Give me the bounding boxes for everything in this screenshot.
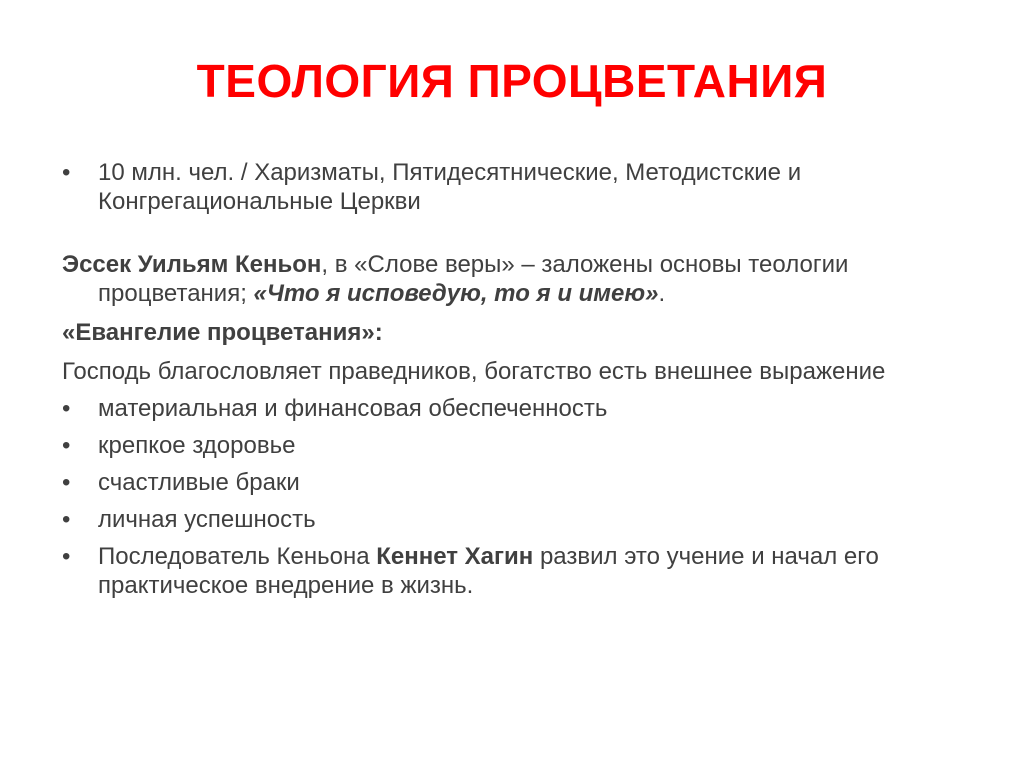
list-item <box>62 468 952 497</box>
list-item-text: счастливые браки <box>98 469 300 496</box>
hagin-pre: Последователь Кеньона <box>98 543 377 570</box>
slide-title: ТЕОЛОГИЯ ПРОЦВЕТАНИЯ <box>196 55 828 107</box>
bullet-icon: • <box>62 432 71 459</box>
list-item <box>62 394 952 423</box>
gospel-heading: «Евангелие процветания»: <box>62 319 383 346</box>
kenyon-paragraph <box>62 250 952 308</box>
hagin-post: развил это учение и начал его практическое внедрение в жизнь. <box>98 543 879 599</box>
hagin-name: Кеннет Хагин <box>376 543 534 570</box>
bullet-hagin <box>62 542 952 600</box>
list-item <box>62 431 952 460</box>
bullet-icon: • <box>62 395 71 422</box>
kenyon-text: , в «Слове веры» – заложены основы теологии процветания; <box>98 251 849 307</box>
list-item-text: крепкое здоровье <box>98 432 296 459</box>
list-item <box>62 505 952 534</box>
bullet-icon: • <box>62 543 71 570</box>
kenyon-end: . <box>658 280 666 307</box>
bullet-stats <box>62 158 952 216</box>
kenyon-name: Эссек Уильям Кеньон <box>62 251 322 278</box>
list-item-text: личная успешность <box>98 506 316 533</box>
bullet-icon: • <box>62 469 71 496</box>
slide-content <box>62 158 952 600</box>
lord-blesses-paragraph: Господь благословляет праведников, богатство есть внешнее выражение <box>62 358 886 385</box>
list-item-text: материальная и финансовая обеспеченность <box>98 395 608 422</box>
stats-text: 10 млн. чел. / Харизматы, Пятидесятнические, Методистские и Конгрегациональные Церкви <box>98 159 802 215</box>
bullet-icon: • <box>62 506 71 533</box>
bullet-icon: • <box>62 159 71 186</box>
kenyon-quote: «Что я исповедую, то я и имею» <box>253 280 659 307</box>
